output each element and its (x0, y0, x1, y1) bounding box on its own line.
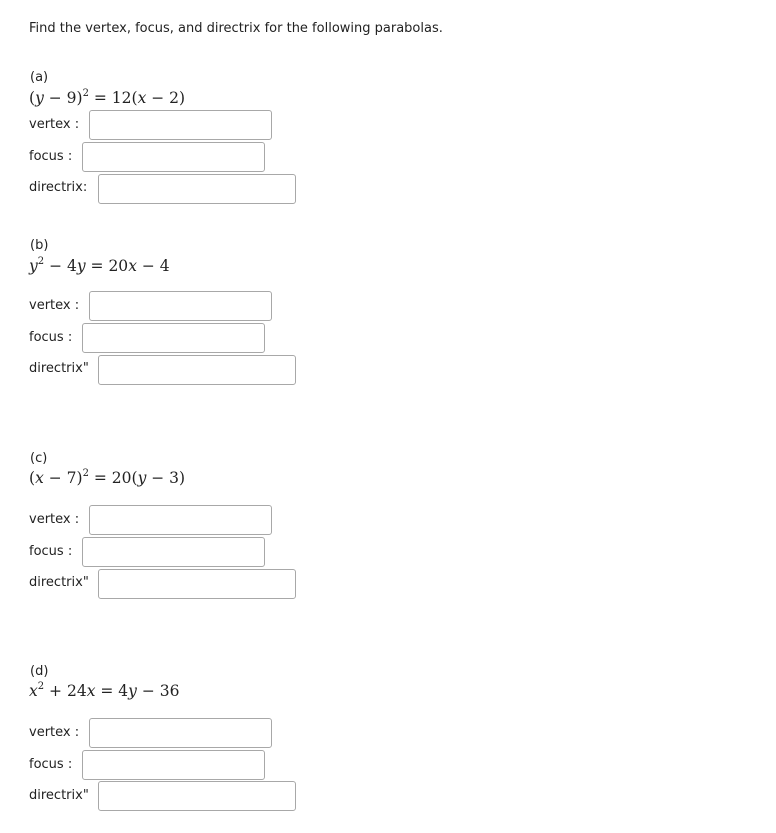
vertex-label: vertex : (29, 117, 80, 132)
focus-label: focus : (29, 330, 73, 345)
part-c-equation (29, 469, 185, 487)
focus-input[interactable] (82, 750, 265, 780)
equation-exponent: 2 (37, 681, 45, 692)
equation-lhs: (y − 9) (29, 89, 83, 107)
equation-lhs: (x − 7) (29, 469, 83, 487)
vertex-input[interactable] (89, 505, 272, 535)
part-b-equation (29, 257, 170, 275)
directrix-input[interactable] (98, 781, 296, 811)
equation-lhs: x (29, 682, 38, 700)
instructions-text: Find the vertex, focus, and directrix for the following parabolas. (29, 21, 443, 36)
vertex-label: vertex : (29, 298, 80, 313)
part-d-equation (29, 682, 180, 700)
focus-label: focus : (29, 757, 73, 772)
focus-input[interactable] (82, 142, 265, 172)
directrix-label: directrix" (29, 575, 89, 590)
equation-rhs: = 20(y − 3) (88, 469, 186, 487)
equation-lhs: y (29, 257, 38, 275)
equation-exponent: 2 (37, 256, 45, 267)
vertex-label: vertex : (29, 512, 80, 527)
part-d-label: (d) (30, 664, 49, 679)
equation-rhs: − 4y = 20x − 4 (44, 257, 170, 275)
focus-label: focus : (29, 544, 73, 559)
directrix-label: directrix" (29, 788, 89, 803)
equation-exponent: 2 (82, 88, 89, 99)
directrix-label: directrix" (29, 361, 89, 376)
part-b-label: (b) (30, 238, 49, 253)
part-a-label: (a) (30, 70, 49, 85)
vertex-input[interactable] (89, 291, 272, 321)
directrix-label: directrix: (29, 180, 88, 195)
equation-exponent: 2 (82, 468, 89, 479)
vertex-input[interactable] (89, 110, 272, 140)
equation-rhs: + 24x = 4y − 36 (44, 682, 180, 700)
part-a-equation (29, 89, 185, 107)
focus-label: focus : (29, 149, 73, 164)
part-c-label: (c) (30, 451, 48, 466)
focus-input[interactable] (82, 537, 265, 567)
directrix-input[interactable] (98, 355, 296, 385)
directrix-input[interactable] (98, 569, 296, 599)
focus-input[interactable] (82, 323, 265, 353)
vertex-input[interactable] (89, 718, 272, 748)
equation-rhs: = 12(x − 2) (88, 89, 186, 107)
vertex-label: vertex : (29, 725, 80, 740)
directrix-input[interactable] (98, 174, 296, 204)
